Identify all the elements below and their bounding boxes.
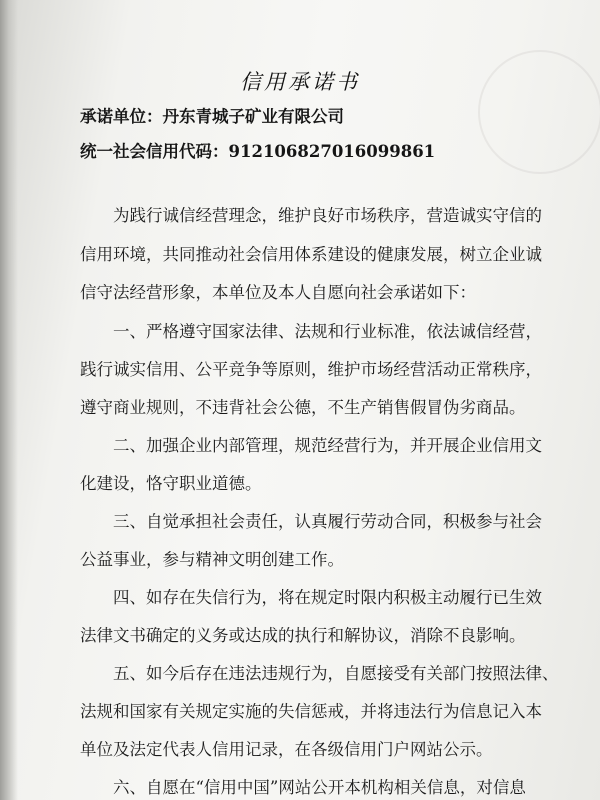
committing-unit-value: 丹东青城子矿业有限公司: [162, 107, 344, 126]
body-line: 单位及法定代表人信用记录，在各级信用门户网站公示。: [80, 740, 493, 759]
body-line: 一、严格遵守国家法律、法规和行业标准，依法诚信经营，: [113, 322, 542, 341]
body-line: 六、自愿在“信用中国”网站公开本机构相关信息，对信息: [113, 778, 526, 797]
body-line: 法规和国家有关规定实施的失信惩戒，并将违法行为信息记入本: [80, 702, 542, 721]
body-line: 信守法经营形象，本单位及本人自愿向社会承诺如下：: [80, 283, 476, 302]
credit-code-label: 统一社会信用代码：: [80, 142, 229, 161]
body-line: 五、如今后存在违法违规行为，自愿接受有关部门按照法律、: [113, 664, 559, 683]
body-line: 法律文书确定的义务或达成的执行和解协议，消除不良影响。: [80, 626, 526, 645]
document-title: 信用承诺书: [240, 70, 360, 94]
body-line: 二、加强企业内部管理，规范经营行为，并开展企业信用文: [113, 436, 542, 455]
body-line: 遵守商业规则，不违背社会公德，不生产销售假冒伪劣商品。: [80, 398, 526, 417]
credit-code-value: 912106827016099861: [228, 142, 436, 161]
body-line: 四、如存在失信行为，将在规定时限内积极主动履行已生效: [113, 588, 542, 607]
body-line: 践行诚实信用、公平竞争等原则，维护市场经营活动正常秩序，: [80, 360, 542, 379]
body-line: 三、自觉承担社会责任，认真履行劳动合同，积极参与社会: [113, 512, 542, 531]
committing-unit-label: 承诺单位：: [80, 107, 163, 126]
body-line: 化建设，恪守职业道德。: [80, 474, 262, 493]
body-line: 为践行诚信经营理念，维护良好市场秩序，营造诚实守信的: [113, 206, 542, 225]
body-line: 信用环境，共同推动社会信用体系建设的健康发展，树立企业诚: [80, 245, 542, 264]
body-line: 公益事业，参与精神文明创建工作。: [80, 550, 344, 569]
